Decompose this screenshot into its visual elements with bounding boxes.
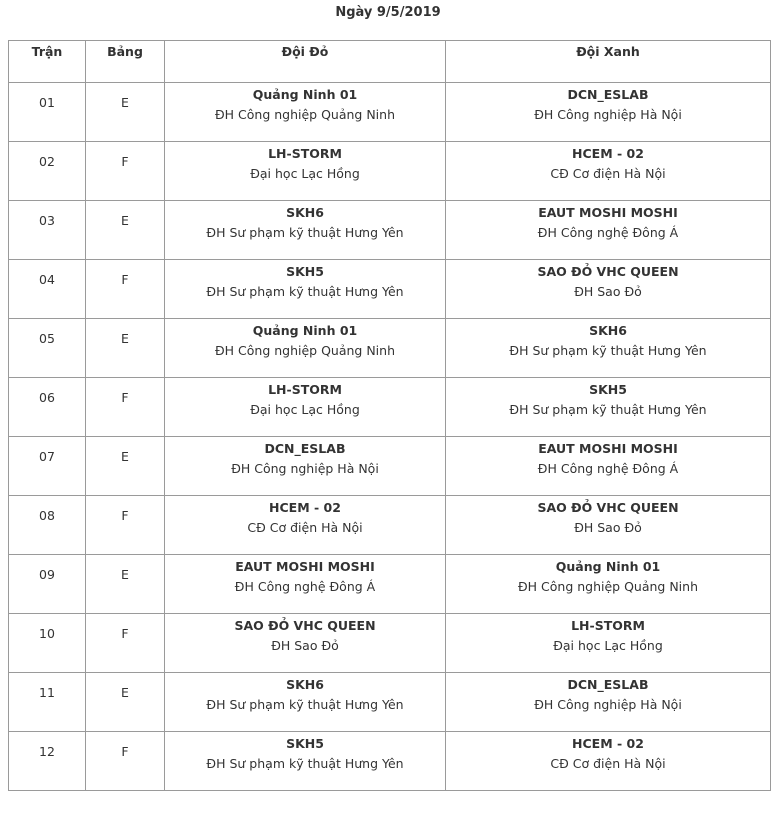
red-team-cell [165, 260, 446, 319]
red-team-name: EAUT MOSHI MOSHI [235, 559, 375, 574]
table-row [9, 83, 771, 142]
table-row [9, 437, 771, 496]
group-letter: E [86, 319, 165, 378]
red-team-school: ĐH Sao Đỏ [271, 638, 339, 653]
blue-team-name: DCN_ESLAB [567, 677, 649, 692]
red-team-cell [165, 142, 446, 201]
blue-team-name: EAUT MOSHI MOSHI [538, 205, 678, 220]
red-team-cell [165, 614, 446, 673]
red-team-school: CĐ Cơ điện Hà Nội [247, 520, 363, 535]
match-number: 05 [9, 319, 86, 378]
blue-team-cell [446, 201, 771, 260]
match-number: 03 [9, 201, 86, 260]
red-team-school: ĐH Công nghiệp Quảng Ninh [214, 107, 396, 122]
red-team-name: Quảng Ninh 01 [252, 323, 358, 338]
red-team-cell [165, 378, 446, 437]
match-number: 10 [9, 614, 86, 673]
blue-team-cell [446, 83, 771, 142]
blue-team-school: CĐ Cơ điện Hà Nội [550, 756, 666, 771]
blue-team-school: ĐH Công nghệ Đông Á [537, 461, 679, 476]
red-team-name: SKH6 [286, 205, 324, 220]
group-letter: F [86, 496, 165, 555]
group-letter: F [86, 614, 165, 673]
blue-team-name: HCEM - 02 [572, 736, 644, 751]
blue-team-name: HCEM - 02 [572, 146, 644, 161]
group-letter: F [86, 732, 165, 791]
group-letter: E [86, 201, 165, 260]
match-number: 04 [9, 260, 86, 319]
group-letter: E [86, 437, 165, 496]
blue-team-name: EAUT MOSHI MOSHI [538, 441, 678, 456]
header-group: Bảng [86, 41, 165, 83]
match-number: 08 [9, 496, 86, 555]
red-team-name: LH-STORM [268, 382, 342, 397]
table-row [9, 201, 771, 260]
red-team-school: ĐH Công nghiệp Hà Nội [231, 461, 379, 476]
match-number: 06 [9, 378, 86, 437]
page-title: Ngày 9/5/2019 [335, 5, 441, 20]
blue-team-name: SKH6 [589, 323, 627, 338]
blue-team-cell [446, 496, 771, 555]
blue-team-name: SAO ĐỎ VHC QUEEN [537, 500, 679, 515]
blue-team-school: Đại học Lạc Hồng [553, 638, 663, 653]
group-letter: E [86, 673, 165, 732]
blue-team-school: CĐ Cơ điện Hà Nội [550, 166, 666, 181]
match-number: 07 [9, 437, 86, 496]
red-team-cell [165, 437, 446, 496]
red-team-name: HCEM - 02 [269, 500, 341, 515]
table-row [9, 142, 771, 201]
header-red-team: Đội Đỏ [165, 41, 446, 83]
match-number: 01 [9, 83, 86, 142]
table-row [9, 496, 771, 555]
red-team-school: ĐH Sư phạm kỹ thuật Hưng Yên [206, 756, 404, 771]
red-team-school: ĐH Sư phạm kỹ thuật Hưng Yên [206, 225, 404, 240]
red-team-school: ĐH Sư phạm kỹ thuật Hưng Yên [206, 284, 404, 299]
group-letter: E [86, 83, 165, 142]
red-team-school: Đại học Lạc Hồng [250, 166, 360, 181]
red-team-name: Quảng Ninh 01 [252, 87, 358, 102]
red-team-cell [165, 319, 446, 378]
header-match: Trận [9, 41, 86, 83]
table-row [9, 614, 771, 673]
blue-team-cell [446, 437, 771, 496]
red-team-cell [165, 732, 446, 791]
table-header-row [9, 41, 771, 83]
red-team-school: ĐH Công nghệ Đông Á [234, 579, 376, 594]
match-schedule-table [8, 40, 771, 791]
blue-team-name: Quảng Ninh 01 [555, 559, 661, 574]
red-team-name: SKH5 [286, 736, 324, 751]
group-letter: E [86, 555, 165, 614]
blue-team-cell [446, 732, 771, 791]
blue-team-cell [446, 378, 771, 437]
blue-team-school: ĐH Công nghệ Đông Á [537, 225, 679, 240]
table-row [9, 319, 771, 378]
table-row [9, 260, 771, 319]
header-blue-team: Đội Xanh [446, 41, 771, 83]
red-team-cell [165, 201, 446, 260]
table-row [9, 732, 771, 791]
match-number: 02 [9, 142, 86, 201]
blue-team-cell [446, 555, 771, 614]
match-number: 12 [9, 732, 86, 791]
blue-team-school: ĐH Sư phạm kỹ thuật Hưng Yên [509, 343, 707, 358]
group-letter: F [86, 378, 165, 437]
red-team-cell [165, 83, 446, 142]
red-team-cell [165, 673, 446, 732]
table-row [9, 555, 771, 614]
blue-team-name: SAO ĐỎ VHC QUEEN [537, 264, 679, 279]
blue-team-school: ĐH Công nghiệp Hà Nội [534, 107, 682, 122]
blue-team-name: SKH5 [589, 382, 627, 397]
blue-team-name: LH-STORM [571, 618, 645, 633]
red-team-name: SAO ĐỎ VHC QUEEN [234, 618, 376, 633]
red-team-cell [165, 555, 446, 614]
blue-team-name: DCN_ESLAB [567, 87, 649, 102]
blue-team-school: ĐH Sư phạm kỹ thuật Hưng Yên [509, 402, 707, 417]
match-number: 09 [9, 555, 86, 614]
red-team-school: ĐH Sư phạm kỹ thuật Hưng Yên [206, 697, 404, 712]
red-team-school: Đại học Lạc Hồng [250, 402, 360, 417]
blue-team-cell [446, 673, 771, 732]
red-team-cell [165, 496, 446, 555]
match-number: 11 [9, 673, 86, 732]
group-letter: F [86, 260, 165, 319]
red-team-name: SKH6 [286, 677, 324, 692]
blue-team-school: ĐH Công nghiệp Hà Nội [534, 697, 682, 712]
table-row [9, 673, 771, 732]
red-team-school: ĐH Công nghiệp Quảng Ninh [214, 343, 396, 358]
blue-team-school: ĐH Sao Đỏ [574, 284, 642, 299]
blue-team-cell [446, 319, 771, 378]
red-team-name: LH-STORM [268, 146, 342, 161]
blue-team-school: ĐH Sao Đỏ [574, 520, 642, 535]
blue-team-cell [446, 260, 771, 319]
group-letter: F [86, 142, 165, 201]
blue-team-cell [446, 142, 771, 201]
red-team-name: DCN_ESLAB [264, 441, 346, 456]
table-row [9, 378, 771, 437]
blue-team-school: ĐH Công nghiệp Quảng Ninh [517, 579, 699, 594]
blue-team-cell [446, 614, 771, 673]
red-team-name: SKH5 [286, 264, 324, 279]
